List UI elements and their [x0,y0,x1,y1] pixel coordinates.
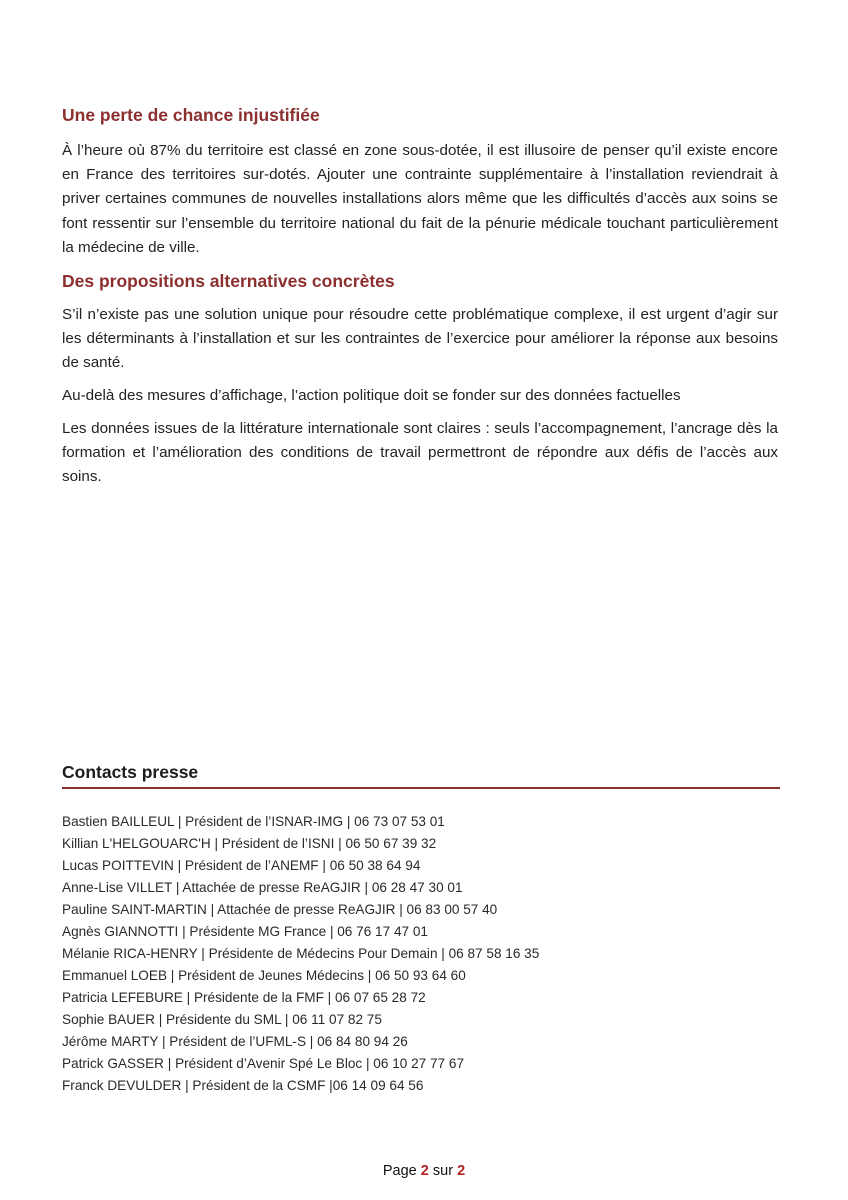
paragraph-propositions-1: S’il n’existe pas une solution unique pour résoudre cette problématique complexe, il est urgent d’agir sur les déterminants à l’installation et sur les contraintes de l’exercice pour améliorer la réponse aux besoins de santé. [62,306,778,372]
section-heading-perte-de-chance: Une perte de chance injustifiée [62,105,320,125]
section-heading-propositions: Des propositions alternatives concrètes [62,271,395,291]
contact-item: Bastien BAILLEUL | Président de l’ISNAR-IMG | 06 73 07 53 01 [62,814,445,829]
total-pages-number: 2 [457,1163,466,1179]
contacts-divider [62,787,780,789]
contact-item: Pauline SAINT-MARTIN | Attachée de presse ReAGJIR | 06 83 00 57 40 [62,902,498,917]
contact-item: Jérôme MARTY | Président de l’UFML-S | 06 84 80 94 26 [62,1034,408,1049]
contact-item: Franck DEVULDER | Président de la CSMF |06 14 09 64 56 [62,1078,424,1093]
current-page-number: 2 [420,1163,429,1179]
contact-item: Killian L'HELGOUARC'H | Président de l’ISNI | 06 50 67 39 32 [62,836,437,851]
page-label: Page [382,1163,417,1179]
paragraph-propositions-3: Les données issues de la littérature internationale sont claires : seuls l’accompagnement, l’ancrage dès la formation et l’amélioration des conditions de travail permettront de répondre aux défis de l’accès aux soins. [62,420,778,486]
contact-item: Sophie BAUER | Présidente du SML | 06 11 07 82 75 [62,1012,382,1027]
paragraph-perte-de-chance: À l’heure où 87% du territoire est classé en zone sous-dotée, il est illusoire de penser qu’il existe encore en France des territoires sur-dotés. Ajouter une contrainte supplémentaire à l’installation reviendrait à priver certaines communes de nouvelles installations alors même que les difficultés d’accès aux soins se font ressentir sur l’ensemble du territoire national du fait de la pénurie médicale touchant particulièrement la médecine de ville. [62,142,778,256]
contact-item: Anne-Lise VILLET | Attachée de presse ReAGJIR | 06 28 47 30 01 [62,880,463,895]
contact-item: Patricia LEFEBURE | Présidente de la FMF | 06 07 65 28 72 [62,990,426,1005]
paragraph-propositions-2: Au-delà des mesures d’affichage, l’action politique doit se fonder sur des données factuelles [62,387,681,404]
contact-item: Patrick GASSER | Président d’Avenir Spé Le Bloc | 06 10 27 77 67 [62,1056,465,1071]
page-footer [0,1161,848,1181]
contacts-list [62,811,539,1097]
contacts-title: Contacts presse [62,762,199,782]
contact-item: Agnès GIANNOTTI | Présidente MG France | 06 76 17 47 01 [62,924,428,939]
contact-item: Lucas POITTEVIN | Président de l’ANEMF | 06 50 38 64 94 [62,858,421,873]
contact-item: Emmanuel LOEB | Président de Jeunes Médecins | 06 50 93 64 60 [62,968,466,983]
page-separator-label: sur [432,1163,454,1179]
contact-item: Mélanie RICA-HENRY | Présidente de Médecins Pour Demain | 06 87 58 16 35 [62,946,540,961]
